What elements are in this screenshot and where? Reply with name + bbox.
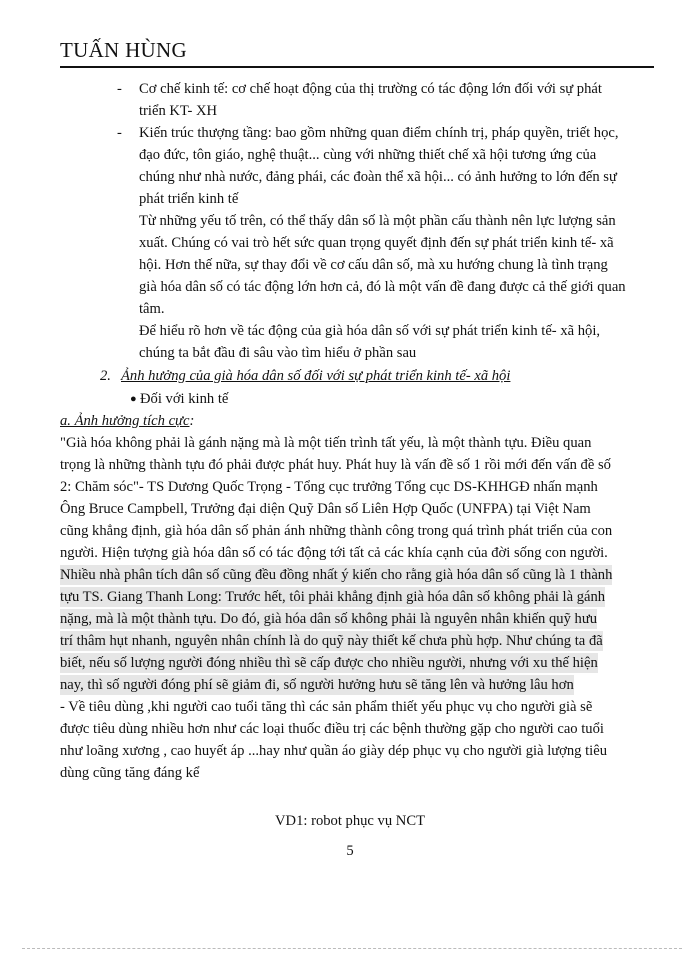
bullet-line: đạo đức, tôn giáo, nghệ thuật... cùng với những thiết chế xã hội tương ứng của — [139, 147, 597, 163]
text-line: cũng khẳng định, già hóa dân số phản ánh những thành công trong quá trình phát triển của con — [60, 523, 613, 539]
text-line: hội. Hơn thế nữa, sự thay đổi về cơ cấu dân số, mà xu hướng chung là tình trạng — [139, 257, 608, 273]
bullet-dash: - — [117, 81, 122, 97]
text-line: Để hiểu rõ hơn về tác động của già hóa dân số với sự phát triển kinh tế- xã hội, — [139, 323, 601, 339]
text-line: 2: Chăm sóc"- TS Dương Quốc Trọng - Tổng cục trưởng Tổng cục DS-KHHGĐ nhấn mạnh — [60, 479, 598, 495]
text-line: tâm. — [139, 301, 165, 317]
figure-caption: VD1: robot phục vụ NCT — [275, 813, 425, 829]
text-line: chúng ta bắt đầu đi sâu vào tìm hiểu ở phần sau — [139, 345, 417, 361]
highlight-line: trí thâm hụt nhanh, nguyên nhân chính là do quỹ này thiết kế chưa phù hợp. Như chúng ta đã — [60, 633, 603, 649]
text-line: - Về tiêu dùng ,khi người cao tuổi tăng thì các sản phẩm thiết yếu phục vụ cho người già sẽ — [60, 699, 593, 715]
text-line: được tiêu dùng nhiều hơn như các loại thuốc điều trị các bệnh thường gặp cho người cao tuổi — [60, 721, 604, 737]
section-number: 2. — [100, 368, 111, 384]
header-rule — [60, 66, 654, 68]
text-line: người. Hiện tượng già hóa dân số có tác động tới tất cả các khía cạnh của đời sống con người. — [60, 545, 608, 561]
text-line: xuất. Chúng có vai trò hết sức quan trọng quyết định đến sự phát triển kinh tế- xã — [139, 235, 614, 251]
subsection-colon: : — [189, 413, 195, 429]
bullet-line: chúng như nhà nước, đảng phái, các đoàn thể xã hội... có ảnh hưởng to lớn đến sự — [139, 169, 617, 185]
subsection-heading-line — [60, 411, 194, 431]
text-line: Từ những yếu tố trên, có thể thấy dân số là một phần cấu thành nên lực lượng sản — [139, 213, 616, 229]
economy-label: Đối với kinh tế — [140, 391, 229, 407]
bullet-line: Cơ chế kinh tế: cơ chế hoạt động của thị trường có tác động lớn đối với sự phát — [139, 81, 602, 97]
bullet-line: phát triển kinh tế — [139, 191, 239, 207]
section-title: Ảnh hưởng của già hóa dân số đối với sự phát triển kinh tế- xã hội — [121, 368, 511, 384]
bullet-dash: - — [117, 125, 122, 141]
running-header: TUẤN HÙNG — [60, 38, 187, 62]
highlight-line: biết, nếu số lượng người đóng nhiều thì sẽ cấp được cho nhiều người, nhưng với xu thế hiện — [60, 655, 598, 671]
bullet-dot-icon: ● — [130, 393, 137, 405]
bullet-line: Kiến trúc thượng tầng: bao gồm những quan điểm chính trị, pháp quyền, triết học, — [139, 125, 619, 141]
highlight-line: nặng, mà là một thành tựu. Do đó, già hóa dân số không phải là nguyên nhân khiến quỹ hưu — [60, 611, 598, 627]
highlight-line: nay, thì số người đóng phí sẽ giảm đi, số người hưởng hưu sẽ tăng lên và hưởng lâu hơn — [60, 677, 574, 693]
text-line: trọng là những thành tựu đó phải được phát huy. Phát huy là vấn đề số 1 rồi mới đến vấn đề số — [60, 457, 611, 473]
page-bottom-border — [22, 948, 682, 949]
highlight-line: Nhiều nhà phân tích dân số cũng đều đồng nhất ý kiến cho rằng già hóa dân số cũng là 1 thành — [60, 567, 613, 583]
bullet-line: triển KT- XH — [139, 103, 218, 119]
highlight-line: tựu TS. Giang Thanh Long: Trước hết, tôi phải khẳng định già hóa dân số không phải là gánh — [60, 589, 606, 605]
text-line: như loãng xương , cao huyết áp ...hay như quần áo giày dép phục vụ cho người già lượng tiêu — [60, 743, 608, 759]
text-line: "Già hóa không phải là gánh nặng mà là một tiến trình tất yếu, là một thành tựu. Điều quan — [60, 435, 592, 451]
text-line: Ông Bruce Campbell, Trưởng đại diện Quỹ Dân số Liên Hợp Quốc (UNFPA) tại Việt Nam — [60, 501, 591, 517]
text-line: già hóa dân số có tác động lớn hơn cả, đó là một vấn đề đang được cả thế giới quan — [139, 279, 626, 295]
text-line: dùng cũng tăng đáng kể — [60, 765, 200, 781]
page-number: 5 — [346, 843, 354, 859]
subsection-title: a. Ảnh hưởng tích cực — [60, 413, 190, 429]
